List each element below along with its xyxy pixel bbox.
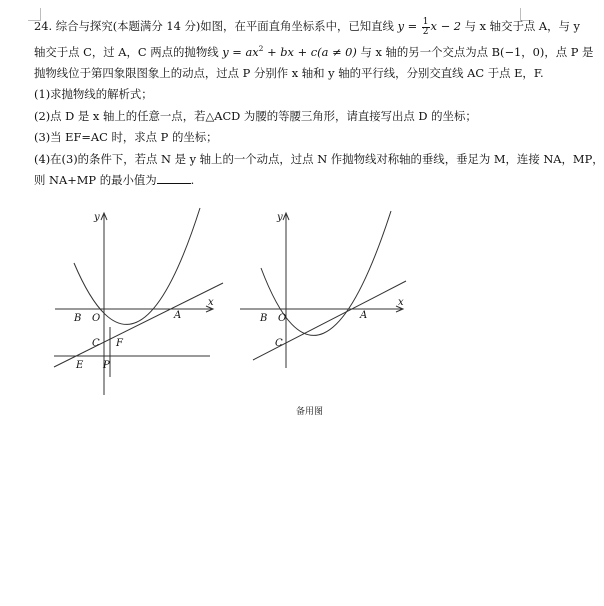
fig1-label-a: A	[174, 310, 182, 321]
question-4-end: .	[190, 173, 195, 188]
fig1-parabola	[74, 208, 200, 324]
question-1: (1)求抛物线的解析式；	[34, 87, 153, 102]
problem-line-1	[34, 12, 580, 38]
fig2-label-o: O	[278, 313, 287, 324]
line-eq-y: y	[397, 19, 404, 33]
fig2-label-b: B	[260, 313, 268, 324]
fraction-numerator: 1	[422, 16, 429, 27]
fig1-line-ac	[54, 283, 223, 367]
question-4-tail: 则 NA+MP 的最小值为	[34, 173, 157, 188]
fig1-label-x: x	[208, 297, 214, 308]
fig1-label-f: F	[116, 338, 123, 349]
question-2: (2)点 D 是 x 轴上的任意一点，若△ACD 为腰的等腰三角形，请直接写出点 D 的坐标；	[34, 108, 477, 123]
line-eq-equals: =	[404, 19, 421, 33]
fig2-label-c: C	[275, 338, 283, 349]
fig1-label-e: E	[76, 360, 84, 371]
problem-line-3: 抛物线位于第四象限图象上的动点，过点 P 分别作 x 轴和 y 轴的平行线，分别交直线 AC 于点 E，F.	[34, 65, 544, 80]
problem-header: 综合与探究(本题满分 14 分)如图，在平面直角坐标系中，已知直线	[55, 19, 394, 33]
figure-1	[50, 205, 240, 400]
parabola-eq-exponent: 2	[258, 43, 264, 53]
line2-end: 与 x 轴的另一个交点为点 B(−1，0)，点 P 是	[360, 44, 594, 59]
fig1-label-p: P	[103, 360, 110, 371]
parabola-eq-b: + bx + c	[263, 44, 318, 59]
answer-blank	[157, 173, 191, 184]
fig1-label-y: y	[94, 212, 100, 223]
problem-text	[34, 12, 604, 192]
fig1-label-o: O	[92, 313, 101, 324]
parabola-eq-a: y = ax	[222, 44, 259, 59]
question-3: (3)当 EF=AC 时，求点 P 的坐标；	[34, 130, 218, 145]
figure-2	[238, 205, 418, 370]
fig2-label-y: y	[277, 212, 283, 223]
fig2-label-x: x	[398, 297, 404, 308]
line1-end: 与 x 轴交于点 A，与 y	[464, 19, 580, 33]
problem-number: 24.	[34, 19, 53, 33]
fraction-denominator: 2	[422, 26, 429, 37]
question-4-blank-line	[34, 170, 534, 192]
line2-start: 轴交于点 C，过 A，C 两点的抛物线	[34, 44, 219, 59]
fig2-label-a: A	[360, 310, 368, 321]
line-eq-fraction	[422, 18, 430, 37]
fig1-label-b: B	[74, 313, 82, 324]
line-eq-rest: x − 2	[430, 19, 461, 33]
parabola-eq-condition: (a ≠ 0)	[317, 44, 357, 59]
fig1-label-c: C	[92, 338, 100, 349]
problem-line-2	[34, 38, 594, 63]
question-4: (4)在(3)的条件下，若点 N 是 y 轴上的一个动点，过点 N 作抛物线对称轴的垂线，垂足为 M，连接 NA，MP，	[34, 151, 604, 166]
figure-2-caption: 备用图	[296, 407, 324, 417]
